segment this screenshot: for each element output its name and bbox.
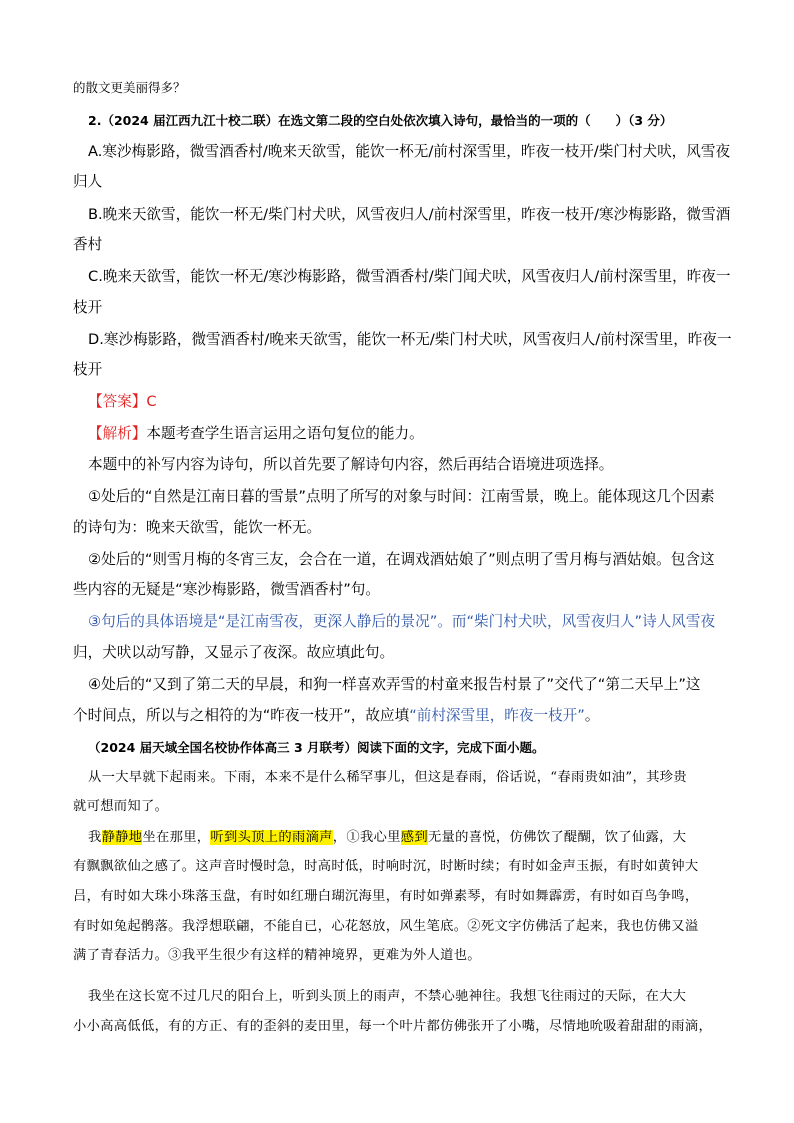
option-c-line-2: 枝开: [73, 299, 103, 316]
option-a-line-2: 归人: [73, 173, 103, 190]
top-line: 的散文更美丽得多？: [73, 80, 186, 95]
analysis-intro: 【解析】本题考查学生语言运用之语句复位的能力。: [88, 425, 424, 442]
passage-p2-line-3: 吕，有时如大珠小珠落玉盘，有时如红珊白瑚沉海里，有时如弹素琴，有时如舞霹雳，有时如百鸟争鸣，: [73, 889, 699, 904]
passage-p3-line-1: 我坐在这长宽不过几尺的阳台上，听到头顶上的雨声，不禁心驰神往。我想飞往雨过的天际，在大大: [88, 989, 687, 1004]
analysis-line-2: 本题中的补写内容为诗句，所以首先要了解诗句内容，然后再结合语境进项选择。: [88, 456, 614, 473]
passage-heading: （2024 届天域全国名校协作体高三 3 月联考）阅读下面的文字，完成下面小题。: [88, 740, 545, 755]
highlight-gandao: 感到: [400, 830, 428, 845]
option-c-line-1: C.晚来天欲雪，能饮一杯无/寒沙梅影路，微雪酒香村/柴门闻犬吠，风雪夜归人/前村深雪里，昨夜一: [88, 268, 731, 285]
highlight-rain-sound: 听到头顶上的雨滴声: [210, 830, 333, 845]
analysis-label: 【解析】: [88, 425, 147, 442]
analysis-p3-line-1: ③句后的具体语境是“是江南雪夜，更深人静后的景况”。而“柴门村犬吠，风雪夜归人”诗人风雪夜: [88, 613, 716, 630]
passage-p2-line-4: 有时如兔起鹘落。我浮想联翩，不能自已，心花怒放，风生笔底。②死文字仿佛活了起来，我也仿佛又溢: [73, 919, 699, 934]
answer-line: [88, 392, 157, 412]
passage-p1-line-1: 从一大早就下起雨来。下雨，本来不是什么稀罕事儿，但这是春雨，俗话说，“春雨贵如油”，其珍贵: [88, 770, 687, 785]
question-2-stem: 2.（2024 届江西九江十校二联）在选文第二段的空白处依次填入诗句，最恰当的一项的（ ）（3 分）: [88, 113, 673, 128]
analysis-p3-line-2: 归，犬吠以动写静，又显示了夜深。故应填此句。: [73, 644, 395, 661]
answer-value: C: [146, 393, 157, 410]
analysis-p2-line-1: ②处后的“则雪月梅的冬宵三友，会合在一道，在调戏酒姑娘了”则点明了雪月梅与酒姑娘。包含这: [88, 551, 715, 568]
option-b-line-1: B.晚来天欲雪，能饮一杯无/柴门村犬吠，风雪夜归人/前村深雪里，昨夜一枝开/寒沙梅影路，微雪酒: [88, 206, 731, 223]
highlight-jingjingdi: 静静地: [101, 830, 143, 845]
passage-p1-line-2: 就可想而知了。: [73, 799, 169, 814]
passage-p2-line-1: 我静静地坐在那里，听到头顶上的雨滴声，①我心里感到无量的喜悦，仿佛饮了醍醐，饮了仙露，大: [88, 830, 687, 845]
passage-p2-line-2: 有飘飘欲仙之感了。这声音时慢时急，时高时低，时响时沉，时断时续；有时如金声玉振，有时如黄钟大: [73, 859, 699, 874]
option-b-line-2: 香村: [73, 236, 103, 253]
passage-p3-line-2: 小小高高低低，有的方正、有的歪斜的麦田里，每一个叶片都仿佛张开了小嘴，尽情地吮吸着甜甜的雨滴，: [73, 1019, 713, 1034]
answer-label: 【答案】: [88, 393, 147, 410]
analysis-p1-line-1: ①处后的“自然是江南日暮的雪景”点明了所写的对象与时间：江南雪景，晚上。能体现这几个因素: [88, 488, 715, 505]
analysis-p4-line-1: ④处后的“又到了第二天的早晨，和狗一样喜欢弄雪的村童来报告村景了”交代了“第二天早上”这: [88, 676, 701, 693]
option-d-line-1: D.寒沙梅影路，微雪酒香村/晚来天欲雪，能饮一杯无/柴门村犬吠，风雪夜归人/前村深雪里，昨夜一: [88, 331, 732, 348]
analysis-p2-line-2: 些内容的无疑是“寒沙梅影路，微雪酒香村”句。: [73, 581, 380, 598]
analysis-p4-line-2: 个时间点，所以与之相符的为“昨夜一枝开”，故应填“前村深雪里，昨夜一枝开”。: [73, 707, 600, 724]
analysis-p1-line-2: 的诗句为：晚来天欲雪，能饮一杯无。: [73, 519, 322, 536]
option-a-line-1: A.寒沙梅影路，微雪酒香村/晚来天欲雪，能饮一杯无/前村深雪里，昨夜一枝开/柴门村犬吠，风雪夜: [88, 143, 731, 160]
passage-p2-line-5: 满了青春活力。③我平生很少有这样的精神境界，更难为外人道也。: [73, 948, 481, 963]
option-d-line-2: 枝开: [73, 361, 103, 378]
